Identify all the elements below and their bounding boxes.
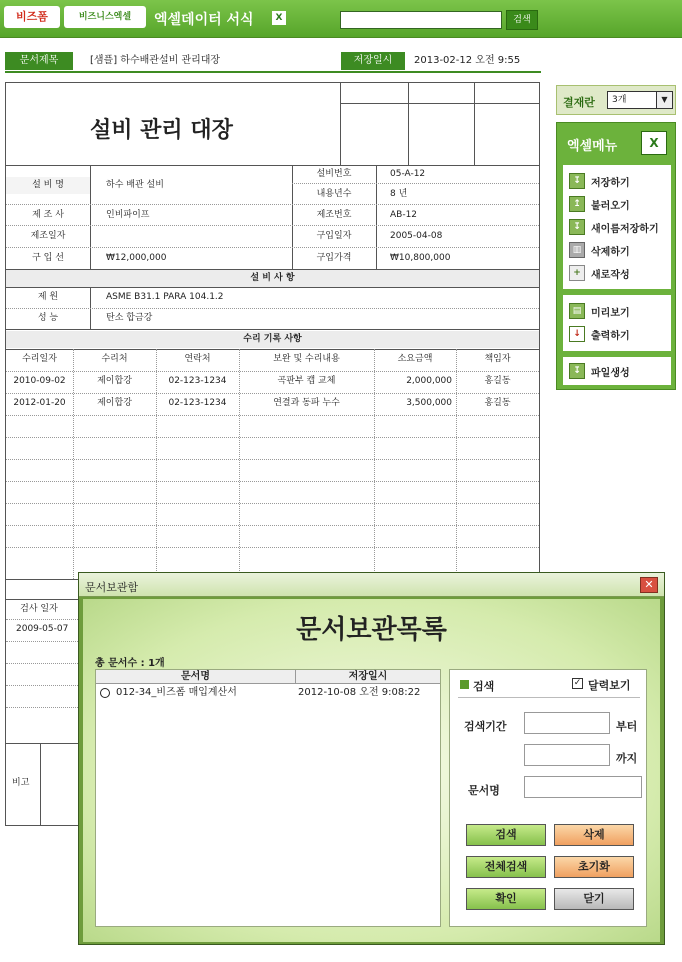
doc-title-label: 문서제목 xyxy=(5,52,73,70)
repair-col-manager: 책임자 xyxy=(484,354,511,364)
menu-delete[interactable] xyxy=(567,240,673,260)
calendar-checkbox[interactable]: ✓ xyxy=(573,678,582,688)
period-from-input[interactable] xyxy=(524,712,610,734)
calendar-label: 달력보기 xyxy=(588,679,631,692)
inspect-label: 검사 일자 xyxy=(20,604,58,614)
list-item[interactable] xyxy=(96,686,440,700)
repair-col-vendor: 수리처 xyxy=(101,354,128,364)
menu-save-as-label: 새이름저장하기 xyxy=(591,224,659,235)
search-title: 검색 xyxy=(460,678,494,694)
to-label: 까지 xyxy=(616,752,638,765)
performance-value: 탄소 합금강 xyxy=(106,313,153,323)
excel-icon: X xyxy=(641,131,667,155)
search-button[interactable]: 검색 xyxy=(466,824,546,846)
save-as-icon: ↧ xyxy=(569,219,585,235)
reset-button[interactable]: 초기화 xyxy=(554,856,634,878)
equip-no-value: 05-A-12 xyxy=(390,169,426,179)
ok-button[interactable]: 확인 xyxy=(466,888,546,910)
table-row-cell: 02-123-1234 xyxy=(168,376,227,386)
excel-menu xyxy=(556,122,676,390)
menu-new[interactable] xyxy=(567,263,673,283)
spec-section-header: 설 비 사 항 xyxy=(6,270,539,287)
menu-save-label: 저장하기 xyxy=(591,178,630,189)
from-label: 부터 xyxy=(616,720,638,733)
inspect-value: 2009-05-07 xyxy=(16,624,69,634)
dialog-title: 문서보관함 xyxy=(85,581,139,594)
table-row-cell: 홍길동 xyxy=(484,376,511,386)
business-excel-logo[interactable]: 비즈니스엑셀 xyxy=(64,6,146,28)
file-create-icon: ↧ xyxy=(569,363,585,379)
dialog-titlebar[interactable] xyxy=(79,573,664,597)
close-icon[interactable]: ✕ xyxy=(640,577,658,593)
approval-box xyxy=(556,85,676,115)
search-all-button[interactable]: 전체검색 xyxy=(466,856,546,878)
top-search-input[interactable] xyxy=(340,11,502,29)
table-row-cell: 3,500,000 xyxy=(406,398,452,408)
vendor-value: ₩12,000,000 xyxy=(106,253,167,263)
list-item-name: 012-34_비즈폼 매입계산서 xyxy=(116,687,237,698)
purchase-date-value: 2005-04-08 xyxy=(390,231,443,241)
doc-title-value: [샘플] 하수배관설비 관리대장 xyxy=(90,55,221,66)
menu-group-export xyxy=(563,357,671,385)
menu-open[interactable] xyxy=(567,194,673,214)
serial-value: AB-12 xyxy=(390,210,418,220)
price-label: 구입가격 xyxy=(316,253,352,263)
menu-create-file[interactable] xyxy=(567,361,673,381)
menu-group-file xyxy=(563,165,671,289)
select-radio[interactable] xyxy=(100,688,110,698)
remark-label: 비고 xyxy=(12,778,30,788)
repair-section-header: 수리 기록 사항 xyxy=(6,331,539,348)
close-button[interactable]: 닫기 xyxy=(554,888,634,910)
save-date-label: 저장일시 xyxy=(341,52,405,70)
search-divider xyxy=(458,697,640,698)
approval-select[interactable] xyxy=(607,91,673,109)
meta-underline xyxy=(5,71,541,73)
menu-open-label: 불러오기 xyxy=(591,201,630,212)
menu-print-label: 출력하기 xyxy=(591,331,630,342)
menu-group-print xyxy=(563,295,671,351)
menu-save[interactable] xyxy=(567,171,673,191)
table-row-cell: 곡판부 캡 교체 xyxy=(277,376,336,386)
life-label: 내용년수 xyxy=(316,189,352,199)
equip-no-label: 설비번호 xyxy=(316,169,352,179)
excel-icon: X xyxy=(272,11,286,25)
preview-icon: ▤ xyxy=(569,303,585,319)
menu-delete-label: 삭제하기 xyxy=(591,247,630,258)
period-label: 검색기간 xyxy=(464,720,507,733)
app-title: 엑셀데이터 서식 xyxy=(154,12,254,28)
sheet-title: 설비 관리 대장 xyxy=(90,118,233,143)
dialog-heading: 문서보관목록 xyxy=(296,615,447,645)
delete-button[interactable]: 삭제 xyxy=(554,824,634,846)
maker-label: 제 조 사 xyxy=(32,210,64,220)
table-row-cell: 2010-09-02 xyxy=(13,376,66,386)
search-bullet-icon xyxy=(460,680,469,689)
repair-col-cost: 소요금액 xyxy=(397,354,433,364)
serial-label: 제조번호 xyxy=(316,210,352,220)
doc-name-input[interactable] xyxy=(524,776,642,798)
table-row-cell: 2,000,000 xyxy=(406,376,452,386)
repair-col-date: 수리일자 xyxy=(22,354,57,364)
bizform-logo[interactable]: 비즈폼 xyxy=(4,6,60,28)
print-icon: ↓ xyxy=(569,326,585,342)
save-icon: ↧ xyxy=(569,173,585,189)
doc-count: 총 문서수 : 1개 xyxy=(95,658,165,669)
spec-label: 제 원 xyxy=(37,292,59,302)
spec-value: ASME B31.1 PARA 104.1.2 xyxy=(106,292,224,302)
menu-print[interactable] xyxy=(567,324,673,344)
life-value: 8 년 xyxy=(390,189,408,199)
purchase-date-label: 구입일자 xyxy=(316,231,352,241)
equip-name-label: 설 비 명 xyxy=(6,177,90,194)
menu-create-file-label: 파일생성 xyxy=(591,368,630,379)
approval-value: 3개 xyxy=(612,95,627,105)
repair-col-content: 보완 및 수리내용 xyxy=(273,354,340,364)
menu-preview-label: 미리보기 xyxy=(591,308,630,319)
vendor-label: 구 입 선 xyxy=(32,253,64,263)
menu-new-label: 새로작성 xyxy=(591,270,630,281)
col-save-date[interactable]: 저장일시 xyxy=(296,670,440,684)
trash-icon: ▥ xyxy=(569,242,585,258)
maker-value: 인비파이프 xyxy=(106,210,150,220)
save-date-value: 2013-02-12 오전 9:55 xyxy=(414,55,521,66)
repair-col-contact: 연락처 xyxy=(184,354,211,364)
excel-menu-title: 엑셀메뉴 xyxy=(567,139,618,154)
new-document-icon: + xyxy=(569,265,585,281)
equip-name-value: 하수 배관 설비 xyxy=(106,180,164,190)
table-row-cell: 02-123-1234 xyxy=(168,398,227,408)
col-doc-name[interactable]: 문서명 xyxy=(96,670,296,684)
table-row-cell: 제이합강 xyxy=(97,398,132,408)
top-search-button[interactable]: 검색 xyxy=(506,10,538,30)
document-list[interactable] xyxy=(95,669,441,927)
table-row-cell: 연결과 동파 누수 xyxy=(273,398,340,408)
list-item-date: 2012-10-08 오전 9:08:22 xyxy=(298,687,421,698)
menu-save-as[interactable] xyxy=(567,217,673,237)
search-panel xyxy=(449,669,647,927)
document-archive-dialog xyxy=(78,572,665,945)
performance-label: 성 능 xyxy=(37,313,59,323)
open-icon: ↥ xyxy=(569,196,585,212)
menu-preview[interactable] xyxy=(567,301,673,321)
doc-name-label: 문서명 xyxy=(468,784,500,797)
period-to-input[interactable] xyxy=(524,744,610,766)
mfg-date-label: 제조일자 xyxy=(30,231,66,241)
table-row-cell: 홍길동 xyxy=(484,398,511,408)
chevron-down-icon[interactable]: ▼ xyxy=(656,92,672,108)
approval-label: 결재란 xyxy=(563,96,595,109)
table-row-cell: 2012-01-20 xyxy=(13,398,66,408)
price-value: ₩10,800,000 xyxy=(390,253,451,263)
dialog-body xyxy=(83,599,660,942)
table-row-cell: 제이합강 xyxy=(97,376,132,386)
top-bar xyxy=(0,0,682,38)
